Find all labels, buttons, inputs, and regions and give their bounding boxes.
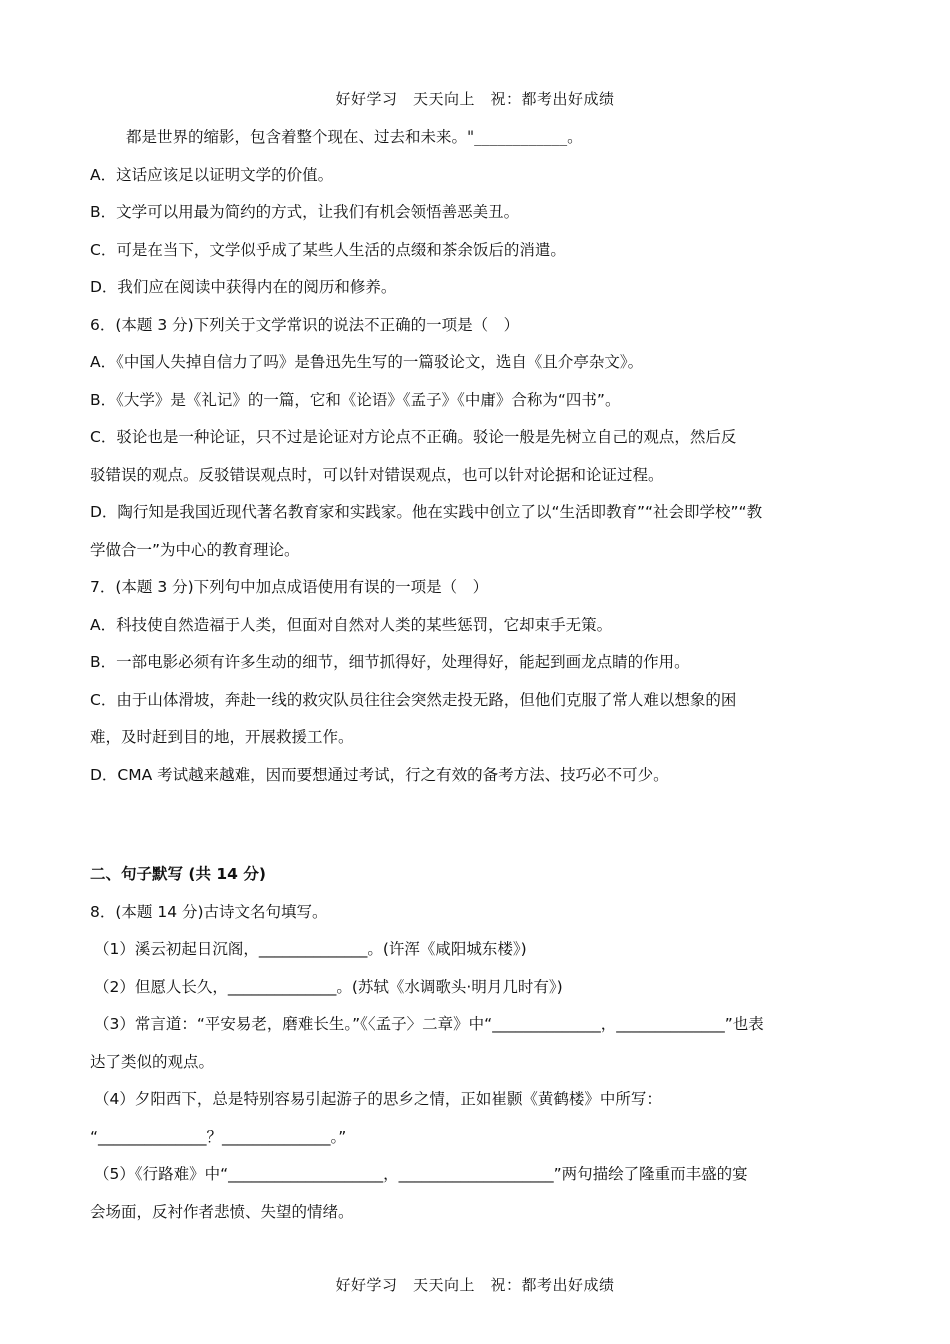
q7-option-b: B．一部电影必须有许多生动的细节，细节抓得好，处理得好，能起到画龙点睛的作用。 [90, 653, 690, 671]
q6-option-c-line1: C．驳论也是一种论证，只不过是论证对方论点不正确。驳论一般是先树立自己的观点，然后反 [90, 428, 737, 446]
q7-option-c-line2: 难，及时赶到目的地，开展救援工作。 [90, 728, 354, 746]
q8-item-1: （1）溪云初起日沉阁，______________。(许浑《咸阳城东楼》) [94, 940, 527, 958]
q8-item-2: （2）但愿人长久，______________。(苏轼《水调歌头·明月几时有》) [94, 977, 563, 996]
q6-option-a: A．《中国人失掉自信力了吗》是鲁迅先生写的一篇驳论文，选自《且介亭杂文》。 [90, 353, 644, 371]
q8-item-5-line2: 会场面，反衬作者悲愤、失望的情绪。 [90, 1202, 354, 1221]
q7-option-d: D．CMA 考试越来越难，因而要想通过考试，行之有效的备考方法、技巧必不可少。 [90, 765, 669, 784]
q5-option-a: A．这话应该足以证明文学的价值。 [90, 165, 334, 184]
q8-item-4-line2: “______________？______________。” [90, 1127, 347, 1146]
q8-stem: 8．(本题 14 分)古诗文名句填写。 [90, 902, 328, 921]
q6-stem: 6．(本题 3 分)下列关于文学常识的说法不正确的一项是（ ） [90, 315, 520, 334]
page-header: 好好学习 天天向上 祝：都考出好成绩 [335, 90, 615, 108]
q5-continuation: 都是世界的缩影，包含着整个现在、过去和未来。"____________。 [126, 128, 583, 146]
q6-option-d-line1: D．陶行知是我国近现代著名教育家和实践家。他在实践中创立了以“生活即教育”“社会即学校”“教 [90, 503, 763, 521]
q8-item-4-line1: （4）夕阳西下，总是特别容易引起游子的思乡之情，正如崔颢《黄鹤楼》中所写： [94, 1090, 662, 1108]
q6-option-d-line2: 学做合一”为中心的教育理论。 [90, 540, 300, 559]
page-footer: 好好学习 天天向上 祝：都考出好成绩 [335, 1276, 615, 1294]
q7-option-c-line1: C．由于山体滑坡，奔赴一线的救灾队员往往会突然走投无路，但他们克服了常人难以想象的困 [90, 690, 737, 709]
q7-option-a: A．科技使自然造福于人类，但面对自然对人类的某些惩罚，它却束手无策。 [90, 615, 613, 634]
q5-option-c: C．可是在当下，文学似乎成了某些人生活的点缀和茶余饭后的消遣。 [90, 240, 566, 259]
q8-item-5-line1: （5）《行路难》中“____________________，____________________”两句描绘了隆重而丰盛的宴 [94, 1165, 748, 1183]
page-content [90, 124, 795, 1236]
q5-option-d: D．我们应在阅读中获得内在的阅历和修养。 [90, 278, 397, 296]
q7-stem: 7．(本题 3 分)下列句中加点成语使用有误的一项是（ ） [90, 578, 489, 596]
q8-item-3-line1: （3）常言道：“平安易老，磨难长生。”《〈孟子〉二章》中“______________，______________”也表 [94, 1015, 764, 1033]
section-title: 二、句子默写 (共 14 分) [90, 865, 266, 883]
q6-option-b: B．《大学》是《礼记》的一篇，它和《论语》《孟子》《中庸》合称为“四书”。 [90, 390, 621, 409]
q6-option-c-line2: 驳错误的观点。反驳错误观点时，可以针对错误观点，也可以针对论据和论证过程。 [90, 465, 664, 484]
q8-item-3-line2: 达了类似的观点。 [90, 1052, 215, 1071]
q5-option-b: B．文学可以用最为简约的方式，让我们有机会领悟善恶美丑。 [90, 203, 520, 221]
